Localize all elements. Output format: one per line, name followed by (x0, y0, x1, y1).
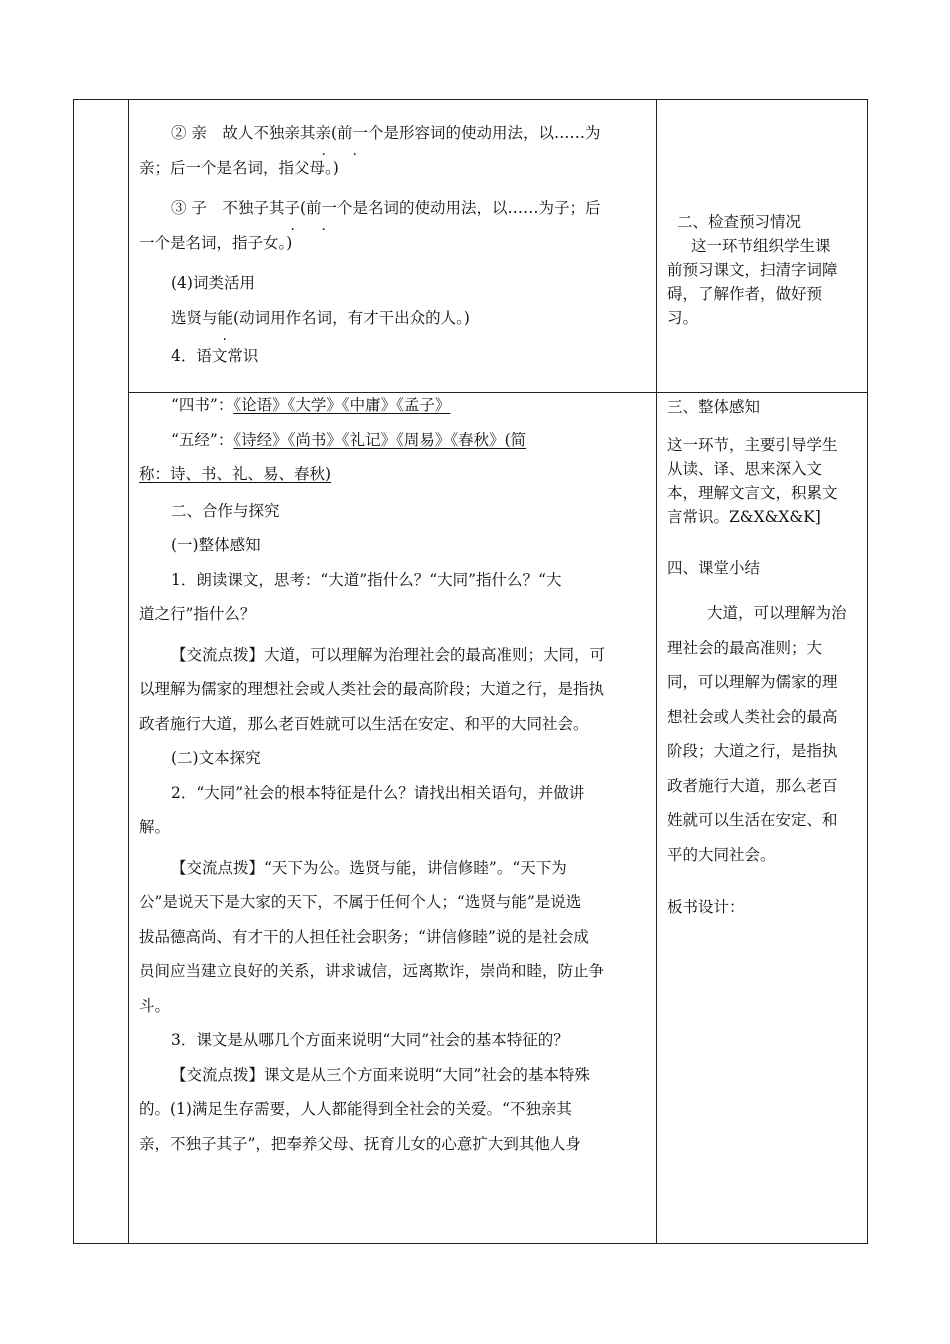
part-of-speech-heading: (4)词类活用 (171, 274, 255, 292)
usage-item-zi: ③ 子 不独子 ·其子 ·(前一个是名词的使动用法，以……为子；后 (139, 191, 649, 226)
answer-1: 【交流点拨】大道，可以理解为治理社会的最高准则；大同，可 (171, 645, 606, 664)
main-content-section: “四书”：《论语》《大学》《中庸》《孟子》 “五经”：《诗经》《尚书》《礼记》《周易》《春秋》(简 称：诗、书、礼、易、春秋) 二、合作与探究 (一)整体感知 1．朗读课文，思考：“大道”指什么？“大同”指什么？“大 道之行”指什么？ 【交流点拨】大道，可以理解为治理社会的最高准则；大同，可 以理解为儒家的理想社会或人类社会的最高阶段；大道之行，是指执 政者施行大道，那么老百姓就可以生活在安定、和平的大同社会。 (二)文本探究 2．“大同”社会的根本特征是什么？请找出相关语句，并做讲 解。 【交流点拨】“天下为公。选贤与能，讲信修睦”。“天下为 公”是说天下是大家的天下，不属于任何个人；“选贤与能”是说选 拔品德高尚、有才干的人担任社会职务；“讲信修睦”说的是社会成 员间应当建立良好的关系，讲求诚信，远离欺诈，崇尚和睦，防止争 斗。 3．课文是从哪几个方面来说明“大同”社会的基本特征的？ 【交流点拨】课文是从三个方面来说明“大同”社会的基本特殊 的。(1)满足生存需要，人人都能得到全社会的关爱。“不独亲其 亲，不独子其子”，把奉养父母、抚育儿女的心意扩大到其他人身 (139, 388, 649, 1161)
usage-item-qin: ② 亲 故人不独亲 ·其亲 ·(前一个是形容词的使动用法，以……为 (139, 116, 649, 151)
overall-perception-note-title: 三、整体感知 (667, 398, 761, 416)
emphasis-char: 亲 · (284, 124, 300, 142)
teaching-notes (667, 390, 857, 925)
summary-body: 大道，可以理解为治 理社会的最高准则；大 同，可以理解为儒家的理 想社会或人类社会的最高 阶段；大道之行，是指执 政者施行大道，那么老百 姓就可以生活在安定、和 平的大同社会。 (667, 604, 847, 864)
five-classics-cont: 称：诗、书、礼、易、春秋) (139, 465, 332, 483)
literary-knowledge-heading: 4．语文常识 (171, 347, 259, 365)
lesson-plan-table (73, 99, 868, 1244)
column-divider-left (128, 100, 129, 1243)
usage-item-qin-cont: 亲；后一个是名词，指父母。) (139, 158, 339, 177)
preview-check-title: 二、检查预习情况 (677, 213, 802, 231)
emphasis-char: 子 · (284, 199, 300, 217)
text-exploration-heading: (二)文本探究 (171, 749, 261, 767)
overall-perception-heading: (一)整体感知 (171, 536, 261, 554)
overall-perception-note: 这一环节，主要引导学生 从读、译、思来深入文 本，理解文言文，积累文 言常识。Z&X&X&K] (667, 435, 838, 526)
preview-check-note: 二、检查预习情况 这一环节组织学生课 前预习课文，扫清字词障 碍，了解作者，做好预 习。 (667, 210, 857, 330)
emphasis-char: 能 (217, 308, 234, 327)
cooperation-heading: 二、合作与探究 (171, 501, 280, 520)
word-usage-section (139, 116, 649, 374)
five-classics-line: “五经”：《诗经》《尚书》《礼记》《周易》《春秋》(简 (171, 430, 527, 449)
column-divider-right (656, 100, 657, 1243)
question-1: 1．朗读课文，思考：“大道”指什么？“大同”指什么？“大 (171, 570, 562, 589)
question-2: 2．“大同”社会的根本特征是什么？请找出相关语句，并做讲 (171, 783, 585, 802)
usage-item-neng: 选贤与能(动词用作名词，有才干出众的人。) (171, 308, 470, 327)
answer-3: 【交流点拨】课文是从三个方面来说明“大同”社会的基本特殊 (171, 1065, 590, 1084)
question-3: 3．课文是从哪几个方面来说明“大同”社会的基本特征的？ (171, 1031, 569, 1049)
emphasis-char: 亲 · (315, 124, 331, 142)
usage-item-zi-cont: 一个是名词，指子女。) (139, 233, 293, 252)
answer-2: 【交流点拨】“天下为公。选贤与能，讲信修睦”。“天下为 (171, 858, 567, 877)
emphasis-char: 子 · (253, 199, 269, 217)
blackboard-design-label: 板书设计： (667, 898, 745, 916)
summary-title: 四、课堂小结 (667, 558, 761, 577)
four-books-line: “四书”：《论语》《大学》《中庸》《孟子》 (171, 396, 451, 414)
